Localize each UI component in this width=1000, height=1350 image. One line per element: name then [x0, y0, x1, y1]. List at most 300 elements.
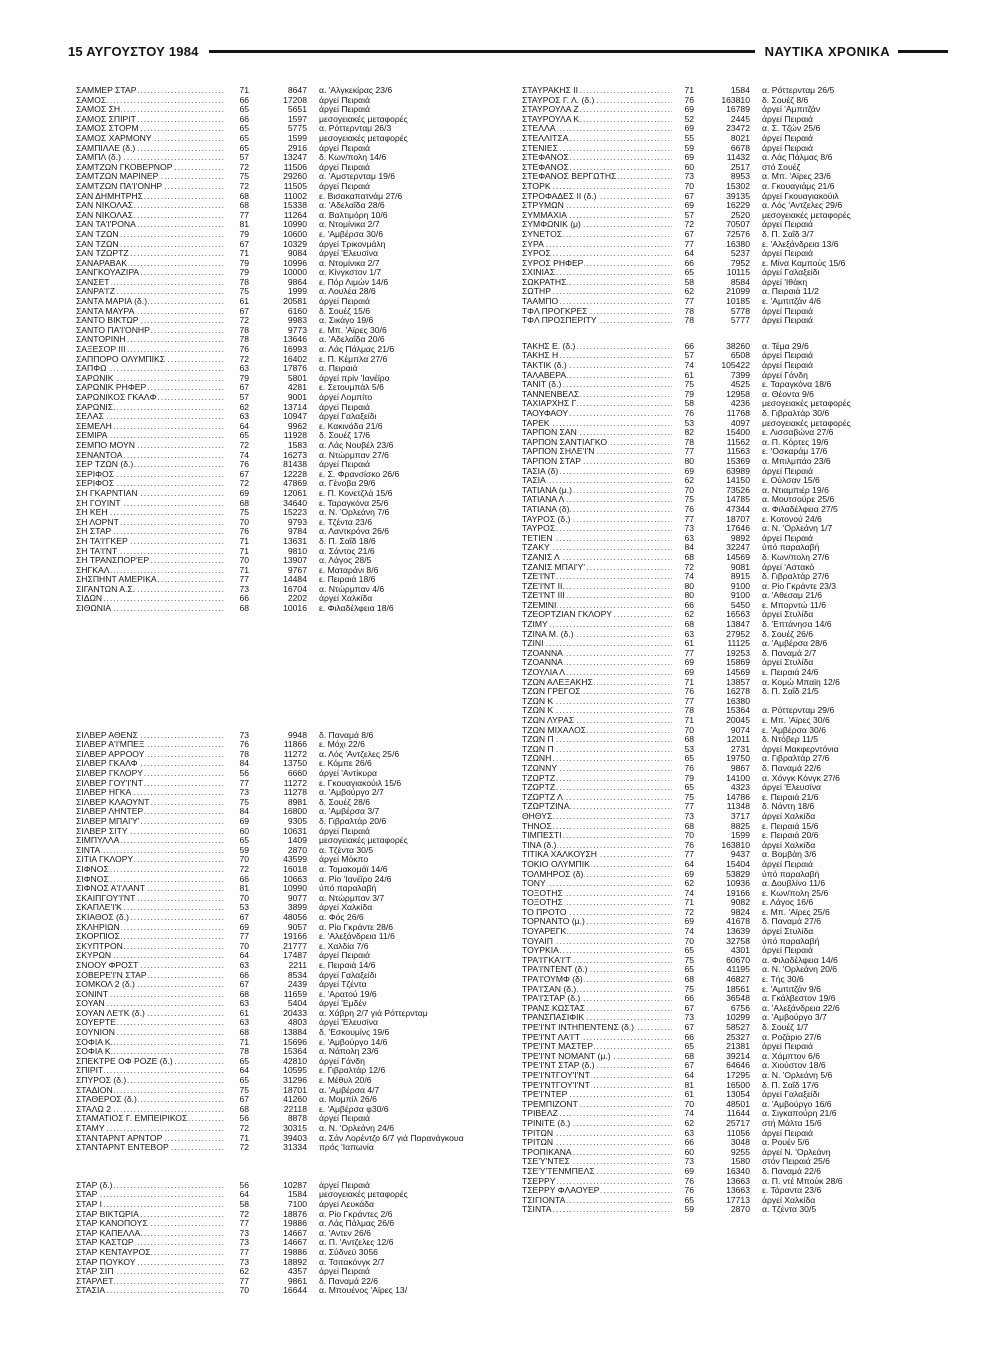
- tonnage: 15338: [283, 201, 307, 211]
- tonnage: 20433: [283, 1008, 307, 1018]
- position-status: δ. Γιβραλτάρ 20/6: [319, 817, 387, 826]
- tonnage: 10996: [283, 258, 307, 268]
- build-year: 71: [239, 536, 249, 546]
- ship-row: [76, 316, 496, 326]
- build-year: 62: [239, 1267, 249, 1277]
- ship-row: [522, 1186, 947, 1196]
- ship-name: [522, 380, 672, 390]
- position-status: δ. Παναμά 8/6: [319, 730, 374, 740]
- build-year: 59: [684, 143, 694, 153]
- build-year: 65: [239, 133, 249, 143]
- ship-name-text: ΣΕΜΕΛΗ: [76, 421, 112, 431]
- ship-name-text: ΣΑΝΤΟΡΙΝΗ: [76, 335, 126, 345]
- tonnage: 1599: [287, 133, 307, 143]
- position-status: α. 'Αμβούργο 2/7: [319, 788, 384, 798]
- ship-name-text: ΤΡΙΤΩΝ: [522, 1138, 554, 1148]
- ship-name: [522, 86, 672, 96]
- position-status: άργεί Γαλαξείδι: [762, 268, 820, 278]
- ship-row: [76, 1105, 496, 1115]
- ship-row: [522, 601, 947, 611]
- tonnage: 11348: [726, 802, 750, 812]
- position-status: ε. 'Αμπιτζάν 4/6: [762, 297, 821, 307]
- tonnage: 19166: [283, 932, 307, 942]
- build-year: 68: [239, 604, 249, 614]
- ship-row: [76, 1066, 496, 1076]
- tonnage: 10663: [283, 874, 307, 884]
- ship-name-text: ΣΤΑΡ ΣΙΠ: [76, 1267, 114, 1277]
- ship-name-text: ΣΚΑΙΠΓΟΥ'Ι'ΝΤ: [76, 893, 136, 903]
- ship-row: [522, 287, 947, 297]
- position-status: α. Μπιλμπάο 23/6: [762, 456, 831, 466]
- ship-row: [76, 604, 496, 614]
- ship-row: [76, 788, 496, 798]
- tonnage: 17487: [283, 951, 307, 961]
- build-year: 60: [239, 826, 249, 836]
- position-status: α. Ρίο Γκράντε 28/6: [319, 922, 394, 932]
- ship-name-text: ΣΙΓΑΝΤΩΝ Α.Σ.: [76, 584, 136, 594]
- position-status: δ. Παναμά 2/7: [762, 648, 817, 658]
- build-year: 84: [239, 759, 249, 769]
- ship-name: [522, 764, 672, 774]
- position-status: α. Σικάγο 19/6: [319, 316, 374, 326]
- tonnage: 14785: [726, 495, 750, 505]
- tonnage: 15696: [283, 1037, 307, 1047]
- tonnage: 2202: [287, 594, 307, 604]
- ship-name: [522, 812, 672, 822]
- tonnage: 1599: [730, 831, 750, 841]
- ship-row: [522, 476, 947, 486]
- ship-name-text: ΤΖΩΝ ΑΛΕΞΑΚΗΣ: [522, 677, 593, 687]
- ship-name-text: ΣΑΜΤΖΩΝ ΜΑΡΙΝΕΡ: [76, 172, 159, 182]
- ship-row: [522, 1081, 947, 1091]
- ship-row: [76, 932, 496, 942]
- ship-name: [76, 740, 224, 750]
- tonnage: 18561: [726, 984, 750, 994]
- position-status: άργεί Πειραιά: [762, 466, 813, 476]
- tonnage: 10016: [283, 604, 307, 614]
- ship-name-text: ΤΖΟΑΝΝΑ: [522, 648, 563, 658]
- ship-row: [76, 1267, 496, 1277]
- build-year: 69: [684, 668, 694, 678]
- tonnage: 18701: [283, 1085, 307, 1095]
- position-status: μεσογειακές μεταφορές: [762, 418, 851, 428]
- position-status: ε. Πειραιά 24/6: [762, 668, 819, 678]
- position-status: α. Μπουένος 'Αϊρες 13/: [319, 1286, 408, 1296]
- ship-name: [522, 841, 672, 851]
- ship-name: [76, 971, 224, 981]
- position-status: α. Μομπίλ 26/6: [319, 1095, 377, 1105]
- position-status: άργεί 'Ελευσίνα: [762, 783, 821, 793]
- ship-name-text: ΣΤΑΡ (δ.): [76, 1180, 113, 1190]
- ship-row: [522, 259, 947, 269]
- position-status: άργεί Γάνδη: [319, 1056, 365, 1066]
- ship-name: [76, 575, 224, 585]
- ship-name: [76, 230, 224, 240]
- ship-row: [76, 499, 496, 509]
- position-status: ε. Μόχι 22/6: [319, 740, 365, 750]
- ship-row: [522, 994, 947, 1004]
- tonnage: 5801: [287, 373, 307, 383]
- tonnage: 10990: [283, 220, 307, 230]
- build-year: 65: [239, 124, 249, 134]
- build-year: 69: [684, 105, 694, 115]
- ship-name-text: ΣΕΡΙΦΟΣ: [76, 479, 115, 489]
- ship-name-text: ΣΤΡΥΜΩΝ: [522, 201, 564, 211]
- tonnage: 17876: [283, 364, 307, 374]
- build-year: 67: [239, 469, 249, 479]
- ship-row: [522, 124, 947, 134]
- position-status: ε. Κακινάδα 21/6: [319, 421, 383, 431]
- ship-name: [522, 297, 672, 307]
- build-year: 70: [239, 1286, 249, 1296]
- ship-name-text: ΣΟΦΙΑ Κ.: [76, 1037, 114, 1047]
- ship-name-text: ΣΗ ΛΟΡΝΤ: [76, 517, 119, 527]
- position-status: α. Ρόττερνταμ 26/3: [319, 124, 392, 134]
- ship-row: [522, 115, 947, 125]
- build-year: 77: [239, 1247, 249, 1257]
- ship-row: [76, 951, 496, 961]
- position-status: α. Ντώρμπαν 4/6: [319, 584, 385, 594]
- build-year: 78: [239, 277, 249, 287]
- ship-row: [522, 783, 947, 793]
- ship-name-text: ΣΗ ΚΕΗ: [76, 508, 108, 518]
- ship-name-text: ΤΙΤΙΚΑ ΧΑΛΚΟΥΣΗ: [522, 850, 597, 860]
- ship-row: [522, 965, 947, 975]
- position-status: α. Ρίο 'Ιανέϊρο 24/6: [319, 874, 392, 884]
- tonnage: 14569: [726, 668, 750, 678]
- position-status: ε. Π. Κέμπλα 27/6: [319, 354, 388, 364]
- tonnage: 2517: [730, 162, 750, 172]
- ship-row: [76, 779, 496, 789]
- position-status: α. Γκάλβεστον 19/6: [762, 994, 836, 1004]
- ship-name-text: ΤΖΩΝ ΜΙΧΑΛΟΣ: [522, 725, 587, 735]
- ship-name: [76, 788, 224, 798]
- ship-row: [522, 342, 947, 352]
- build-year: 75: [239, 508, 249, 518]
- ship-name: [76, 240, 224, 250]
- ship-name: [76, 278, 224, 288]
- tonnage: 10115: [726, 268, 750, 278]
- ship-name-text: ΣΑΡΩΝΙΚ ΡΗΦΕΡ: [76, 383, 147, 393]
- ship-name: [76, 1038, 224, 1048]
- tonnage: 11278: [283, 788, 307, 798]
- build-year: 62: [239, 402, 249, 412]
- position-status: άργεί 'Ελευσίνα: [319, 1018, 378, 1028]
- position-status: άργεί Πειραιά: [319, 402, 370, 412]
- build-year: 66: [684, 994, 694, 1004]
- tonnage: 8953: [730, 172, 750, 182]
- position-status: δ. Κων/πολη 14/6: [319, 153, 387, 163]
- ship-row: [76, 335, 496, 345]
- build-year: 64: [239, 951, 249, 961]
- ship-row: [522, 802, 947, 812]
- build-year: 73: [239, 1238, 249, 1248]
- tonnage: 1583: [287, 440, 307, 450]
- ship-name-text: ΤΑΚΤΙΚ (δ.): [522, 361, 567, 371]
- position-status: ύπό παραλαβή: [762, 543, 820, 553]
- ship-name-text: ΤΡΕ'Ι'ΝΤΕΡ: [522, 1090, 568, 1100]
- ship-name: [522, 610, 672, 620]
- ship-name-text: ΤΗΝΟΣ: [522, 821, 552, 831]
- tonnage: 10936: [726, 879, 750, 889]
- position-status: ε. 'Αλεξάνδρεια 13/6: [762, 239, 839, 249]
- ship-row: [76, 585, 496, 595]
- tonnage: 16644: [283, 1286, 307, 1296]
- ship-name: [76, 287, 224, 297]
- ship-row: [522, 1052, 947, 1062]
- tonnage: 3717: [730, 811, 750, 821]
- ship-name: [76, 942, 224, 952]
- ship-name-text: ΤΡΟΠΙΚΑΝΑ: [522, 1147, 572, 1157]
- tonnage: 3899: [287, 903, 307, 913]
- ship-name-text: ΣΤΑΜΥ: [76, 1124, 105, 1133]
- position-status: μεσογειακές μεταφορές: [319, 836, 408, 846]
- tonnage: 2211: [288, 960, 307, 970]
- tonnage: 11432: [726, 153, 750, 163]
- position-status: ε. Ταραγκόνα 18/6: [762, 380, 832, 390]
- ship-name-text: ΤΑΡΠΟΝ ΣΤΑΡ: [522, 456, 581, 466]
- tonnage: 17646: [726, 524, 750, 534]
- ship-name-text: ΣΚΟΡΠΙΟΣ: [76, 932, 120, 942]
- ship-name-text: ΤΡΑ'Ι'ΣΑΝ (δ.): [522, 984, 577, 994]
- ship-name: [522, 278, 672, 288]
- ship-name-text: ΤΟΡΝΑΝΤΟ (μ.): [522, 917, 585, 927]
- ship-name-text: ΤΡΑΝΣΠΑΣΙΦΙΚ: [522, 1013, 585, 1023]
- ship-name: [76, 1086, 224, 1096]
- left-column-ship-list: [76, 86, 496, 1296]
- tonnage: 8647: [287, 86, 307, 95]
- tonnage: 16380: [726, 239, 750, 249]
- ship-name: [76, 364, 224, 374]
- tonnage: 7100: [287, 1199, 307, 1209]
- ship-name-text: ΤΖΩΝΝΥ: [522, 763, 558, 773]
- ship-row: [522, 419, 947, 429]
- position-status: α. Φός 26/6: [319, 912, 364, 922]
- position-status: άργεί Ν. 'Ορλεάνη: [762, 1147, 831, 1157]
- ship-row: [522, 812, 947, 822]
- build-year: 71: [239, 546, 249, 556]
- tonnage: 18876: [283, 1209, 307, 1219]
- tonnage: 11659: [283, 989, 307, 999]
- position-status: ε. Ματαράνι 8/6: [319, 565, 379, 575]
- position-status: δ. Σουέζ 1/7: [762, 1023, 809, 1032]
- tonnage: 36548: [726, 994, 750, 1004]
- build-year: 69: [684, 658, 694, 668]
- ship-row: [76, 249, 496, 259]
- ship-row: [76, 750, 496, 760]
- ship-name: [76, 316, 224, 326]
- ship-row: [522, 841, 947, 851]
- position-status: στόν Πειραιά 25/6: [762, 1157, 830, 1167]
- ship-name-text: ΤΖΩΡΤΖΙΝΑ: [522, 802, 570, 812]
- ship-row: [76, 1018, 496, 1028]
- ship-name: [522, 726, 672, 736]
- ship-name-text: ΣΤΑΡ ΚΑΝΟΠΟΥΣ: [76, 1219, 148, 1229]
- build-year: 77: [239, 1219, 249, 1229]
- ship-name-text: ΣΤΡΟΦΑΔΕΣ ΙΙ (δ.): [522, 191, 597, 201]
- ship-name-text: ΤΟΥΑΡΕΓΚ: [522, 927, 567, 937]
- tonnage: 14569: [726, 552, 750, 562]
- build-year: 73: [684, 172, 694, 182]
- position-status: α. Χάμπτον 6/6: [762, 1051, 821, 1061]
- tonnage: 11768: [726, 409, 750, 418]
- position-status: άργεί Στυλίδα: [762, 610, 814, 620]
- ship-name-text: ΤΡΙΝΙΤΕ (δ.): [522, 1118, 571, 1128]
- ship-name-text: ΣΑΠΦΩ: [76, 364, 107, 374]
- position-status: α. Τομακομάϊ 14/6: [319, 864, 388, 874]
- ship-row: [522, 860, 947, 870]
- ship-row: [522, 495, 947, 505]
- build-year: 79: [684, 389, 694, 399]
- ship-name: [76, 422, 224, 432]
- tonnage: 15302: [726, 181, 750, 191]
- ship-row: [522, 822, 947, 832]
- ship-row: [522, 658, 947, 668]
- ship-name-text: ΤΡΙΒΕΛΖ: [522, 1109, 558, 1119]
- ship-name-text: ΤΑΝΙΤ (δ.): [522, 380, 562, 390]
- build-year: 76: [684, 409, 694, 418]
- build-year: 75: [684, 380, 694, 390]
- tonnage: 63989: [726, 466, 750, 476]
- ship-name-text: ΣΕΜΙΡΑ: [76, 431, 108, 441]
- ship-row: [76, 460, 496, 470]
- tonnage: 15869: [726, 658, 750, 668]
- position-status: α. Λουλέα 28/6: [319, 287, 376, 297]
- tonnage: 43599: [283, 855, 307, 865]
- tonnage: 34640: [283, 498, 307, 508]
- build-year: 69: [684, 153, 694, 163]
- build-year: 63: [239, 960, 249, 970]
- ship-row: [522, 937, 947, 947]
- ship-row: [76, 807, 496, 817]
- ship-name-text: ΣΕΡΙΦΟΣ: [76, 469, 115, 479]
- tonnage: 32758: [726, 936, 750, 946]
- build-year: 84: [684, 543, 694, 553]
- position-status: άργεί 'Αμπιτζάν: [762, 105, 821, 115]
- position-status: άργεί 'Εμδέν: [319, 999, 367, 1009]
- build-year: 72: [684, 907, 694, 917]
- build-year: 67: [684, 1061, 694, 1071]
- ship-name: [76, 855, 224, 865]
- ship-name-text: ΤΦΛ ΠΡΟΓΚΡΕΣ: [522, 306, 588, 316]
- tonnage: 10990: [283, 884, 307, 894]
- build-year: 64: [684, 1070, 694, 1080]
- tonnage: 5777: [730, 316, 750, 326]
- ship-row: [76, 913, 496, 923]
- ship-name: [76, 594, 224, 604]
- ship-name-text: ΣΤΑΡ: [76, 1190, 98, 1200]
- ship-name: [522, 572, 672, 582]
- ship-row: [76, 230, 496, 240]
- build-year: 63: [239, 999, 249, 1009]
- ship-name-text: ΣΗ ΣΤΑΡ: [76, 527, 112, 537]
- ship-name: [76, 1210, 224, 1220]
- ship-name: [522, 1148, 672, 1158]
- ship-row: [522, 134, 947, 144]
- ship-name: [76, 604, 224, 614]
- build-year: 76: [239, 460, 249, 470]
- ship-row: [522, 1023, 947, 1033]
- build-year: 76: [684, 504, 694, 514]
- ship-name: [522, 745, 672, 755]
- build-year: 75: [239, 287, 249, 297]
- position-status: α. 'Αδελαΐδα 28/6: [319, 201, 385, 211]
- build-year: 68: [684, 620, 694, 630]
- position-status: άργεί Πειραιά: [762, 1042, 813, 1052]
- build-year: 74: [684, 572, 694, 582]
- ship-row: [522, 399, 947, 409]
- ship-name: [76, 961, 224, 971]
- ship-row: [522, 543, 947, 553]
- ship-row: [522, 745, 947, 755]
- build-year: 72: [239, 1143, 249, 1153]
- build-year: 80: [684, 581, 694, 591]
- ship-name: [76, 556, 224, 566]
- position-status: άργεί Πειραιά: [762, 351, 813, 361]
- tonnage: 14667: [283, 1238, 307, 1248]
- ship-name: [76, 1018, 224, 1028]
- build-year: 77: [684, 696, 694, 706]
- build-year: 77: [239, 778, 249, 788]
- ship-name-text: ΣΥΡΟΣ: [522, 249, 551, 259]
- ship-name-text: ΣΑΜΟΣ ΧΑΡΜΟΝΥ: [76, 133, 152, 143]
- tonnage: 105422: [721, 361, 750, 371]
- build-year: 71: [239, 86, 249, 95]
- build-year: 67: [239, 239, 249, 249]
- ship-row: [522, 582, 947, 592]
- position-status: α. Μουτσούρε 25/6: [762, 495, 835, 505]
- tonnage: 4281: [287, 383, 307, 393]
- tonnage: 9074: [730, 725, 750, 735]
- ship-row: [522, 351, 947, 361]
- build-year: 66: [684, 258, 694, 268]
- ship-row: [522, 182, 947, 192]
- ship-row: [76, 884, 496, 894]
- ship-name: [76, 172, 224, 182]
- ship-row: [76, 508, 496, 518]
- tonnage: 25717: [726, 1118, 750, 1128]
- ship-name: [522, 172, 672, 182]
- ship-name: [522, 687, 672, 697]
- build-year: 58: [684, 277, 694, 287]
- ship-name: [522, 908, 672, 918]
- ship-row: [76, 393, 496, 403]
- position-status: α. 'Αλγκεκίρας 23/6: [319, 86, 393, 95]
- build-year: 66: [239, 114, 249, 124]
- ship-row: [522, 361, 947, 371]
- position-status: α. 'Αντεν 26/6: [319, 1228, 371, 1238]
- tonnage: 11644: [726, 1109, 750, 1119]
- tonnage: 12061: [283, 488, 307, 498]
- ship-name-text: ΣΤΑΡ ΒΙΚΤΩΡΙΑ: [76, 1209, 139, 1219]
- ship-name: [76, 182, 224, 192]
- tonnage: 25327: [726, 1032, 750, 1042]
- ship-name: [522, 467, 672, 477]
- ship-name: [76, 451, 224, 461]
- build-year: 82: [684, 428, 694, 438]
- ship-name-text: ΣΑΝΡΑ'Ι'Ζ: [76, 287, 115, 297]
- tonnage: 27952: [726, 629, 750, 639]
- build-year: 76: [239, 740, 249, 750]
- ship-row: [76, 980, 496, 990]
- ship-name: [522, 802, 672, 812]
- ship-name: [522, 534, 672, 544]
- ship-name: [522, 1186, 672, 1196]
- ship-name: [522, 668, 672, 678]
- ship-name-text: ΤΑΤΙΑΝΑ (μ.): [522, 485, 572, 495]
- ship-name: [76, 211, 224, 221]
- build-year: 70: [684, 936, 694, 946]
